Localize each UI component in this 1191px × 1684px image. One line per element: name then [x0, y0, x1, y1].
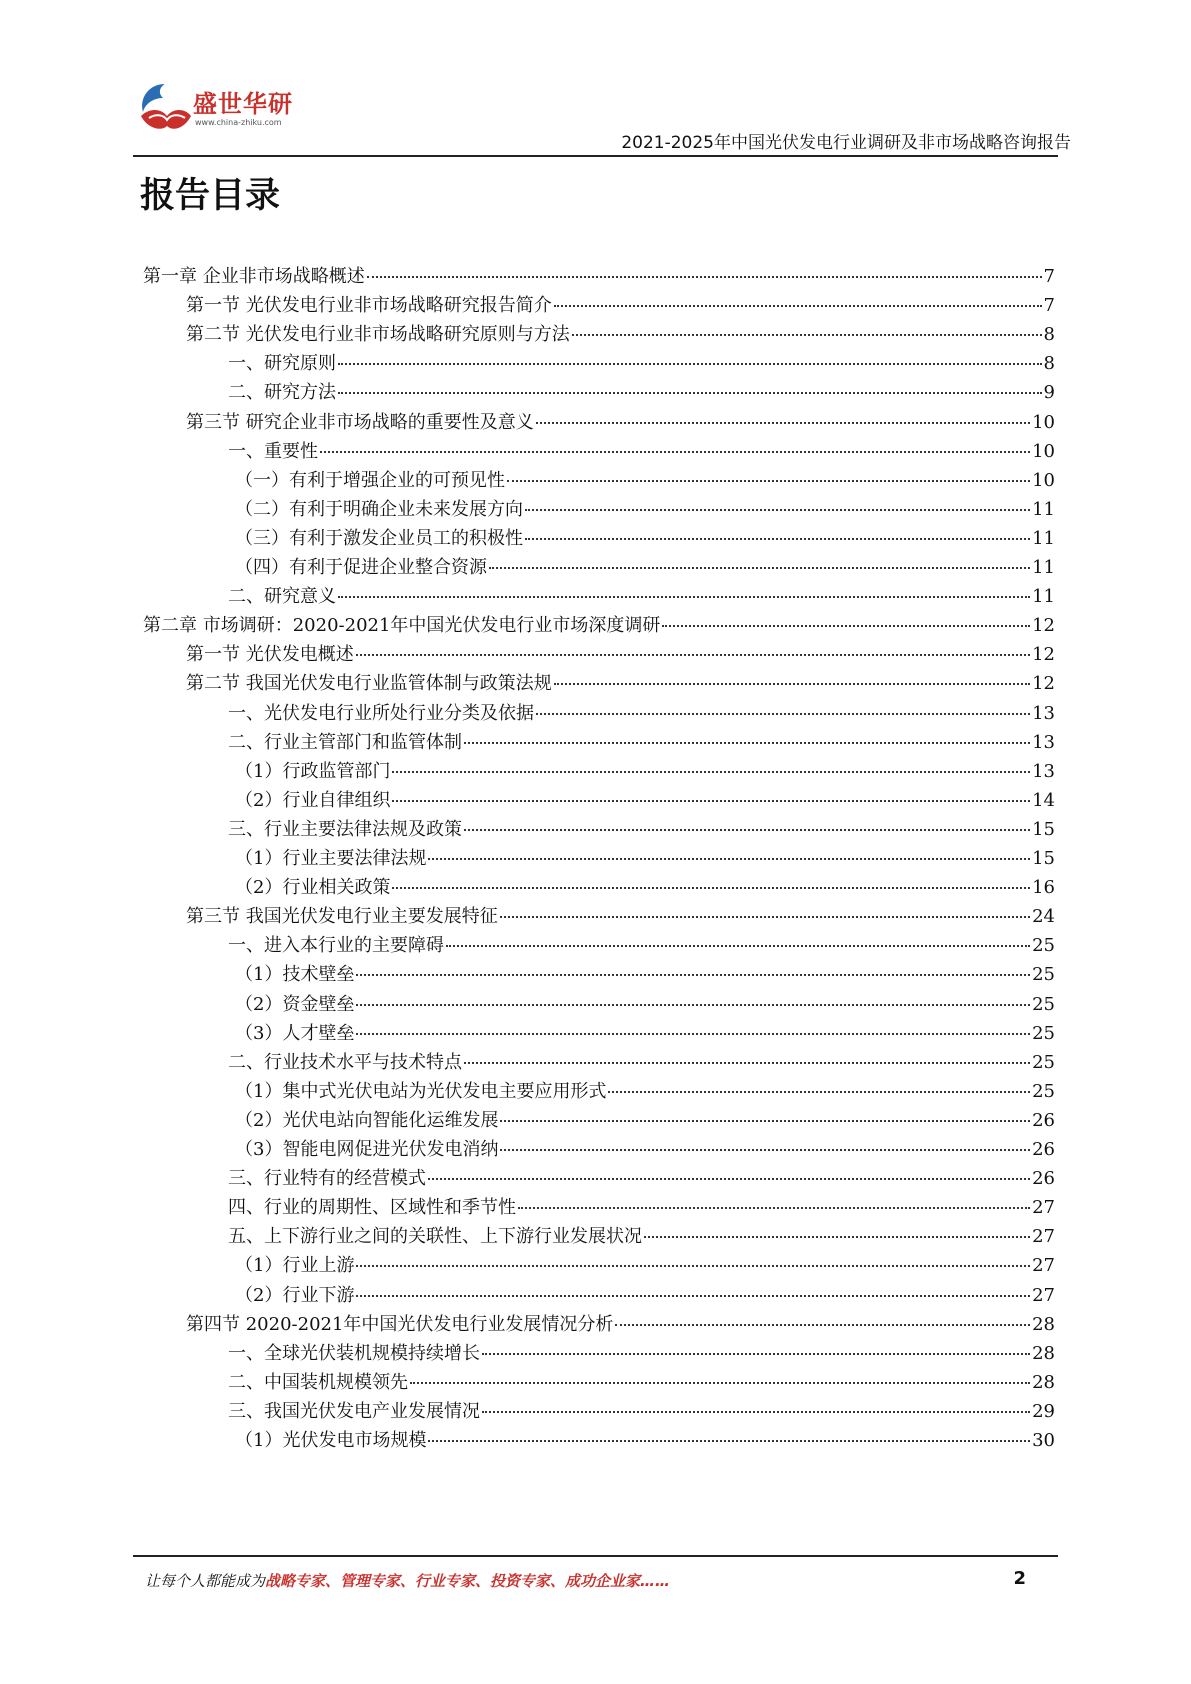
toc-entry-label: （2）光伏电站向智能化运维发展 — [235, 1109, 499, 1131]
toc-entry-page: 26 — [1032, 1109, 1055, 1131]
toc-entry[interactable] — [228, 931, 1055, 961]
toc-entry[interactable] — [228, 815, 1055, 845]
toc-leader-dots — [489, 567, 1030, 569]
toc-entry[interactable] — [228, 582, 1055, 612]
toc-entry-page: 28 — [1032, 1342, 1055, 1364]
toc-entry-page: 27 — [1032, 1197, 1055, 1219]
toc-entry[interactable] — [143, 611, 1055, 641]
toc-leader-dots — [500, 1120, 1030, 1122]
toc-entry[interactable] — [235, 1426, 1055, 1456]
toc-leader-dots — [554, 305, 1042, 307]
toc-leader-dots — [428, 858, 1030, 860]
toc-entry-label: （1）行业上游 — [235, 1255, 355, 1277]
toc-entry-label: （1）集中式光伏电站为光伏发电主要应用形式 — [235, 1080, 607, 1102]
toc-entry-label: （2）行业下游 — [235, 1284, 355, 1306]
toc-leader-dots — [338, 596, 1030, 598]
toc-entry-page: 11 — [1032, 586, 1055, 608]
footer-slogan-prefix: 让每个人都能成为 — [145, 1572, 266, 1590]
toc-leader-dots — [608, 1091, 1030, 1093]
toc-leader-dots — [536, 713, 1030, 715]
toc-entry-label: （2）行业相关政策 — [235, 877, 391, 899]
report-title: 2021-2025年中国光伏发电行业调研及非市场战略咨询报告 — [621, 133, 1071, 153]
toc-leader-dots — [482, 1353, 1030, 1355]
toc-entry[interactable] — [228, 437, 1055, 467]
toc-entry-label: 三、行业主要法律法规及政策 — [228, 818, 462, 840]
toc-entry[interactable] — [235, 1135, 1055, 1165]
toc-entry-page: 12 — [1032, 615, 1055, 637]
page-number: 2 — [1013, 1568, 1026, 1589]
toc-entry[interactable] — [235, 757, 1055, 787]
toc-entry-label: 一、全球光伏装机规模持续增长 — [228, 1342, 480, 1364]
toc-leader-dots — [392, 800, 1030, 802]
toc-entry[interactable] — [235, 553, 1055, 583]
toc-entry-label: 二、行业主管部门和监管体制 — [228, 731, 462, 753]
toc-entry[interactable] — [228, 1048, 1055, 1078]
toc-entry-label: 二、中国装机规模领先 — [228, 1371, 408, 1393]
toc-entry-page: 13 — [1032, 731, 1055, 753]
toc-entry-page: 14 — [1032, 789, 1055, 811]
toc-entry-page: 16 — [1032, 877, 1055, 899]
toc-entry-page: 10 — [1032, 411, 1055, 433]
toc-entry-label: （四）有利于促进企业整合资源 — [235, 557, 487, 578]
toc-entry[interactable] — [235, 786, 1055, 816]
toc-entry-page: 24 — [1032, 906, 1055, 928]
toc-entry[interactable] — [186, 902, 1055, 932]
toc-entry-page: 13 — [1032, 760, 1055, 782]
toc-entry-label: （3）智能电网促进光伏发电消纳 — [235, 1139, 499, 1160]
logo-emblem-icon — [135, 78, 195, 138]
toc-entry-page: 11 — [1032, 557, 1055, 578]
toc-leader-dots — [662, 625, 1030, 627]
toc-entry[interactable] — [228, 378, 1055, 408]
toc-entry-label: 第一节 光伏发电行业非市场战略研究报告简介 — [186, 295, 552, 317]
toc-entry-label: 二、研究方法 — [228, 382, 336, 404]
toc-leader-dots — [464, 742, 1030, 744]
toc-leader-dots — [500, 1149, 1030, 1151]
toc-entry[interactable] — [228, 349, 1055, 379]
toc-leader-dots — [507, 480, 1030, 482]
toc-entry-label: 四、行业的周期性、区域性和季节性 — [228, 1197, 516, 1219]
toc-leader-dots — [428, 1178, 1030, 1180]
footer-slogan-highlight: 战略专家、管理专家、行业专家、投资专家、成功企业家…… — [265, 1572, 671, 1590]
toc-entry[interactable] — [235, 960, 1055, 990]
footer-slogan — [145, 1570, 670, 1591]
toc-leader-dots — [320, 451, 1030, 453]
toc-leader-dots — [525, 538, 1030, 540]
toc-entry-page: 25 — [1032, 1022, 1055, 1044]
toc-entry-label: （1）行政监管部门 — [235, 760, 391, 782]
toc-leader-dots — [428, 1440, 1030, 1442]
toc-leader-dots — [356, 1265, 1030, 1267]
toc-entry-page: 7 — [1043, 295, 1055, 317]
toc-entry-page: 10 — [1032, 440, 1055, 462]
toc-entry[interactable] — [235, 1106, 1055, 1136]
toc-entry-page: 26 — [1032, 1168, 1055, 1190]
toc-entry-page: 29 — [1032, 1400, 1055, 1422]
toc-entry-label: （二）有利于明确企业未来发展方向 — [235, 498, 523, 520]
toc-leader-dots — [464, 1062, 1030, 1064]
toc-entry-page: 8 — [1043, 324, 1055, 346]
logo-url: www.china-zhiku.com — [195, 118, 282, 127]
toc-entry-label: 一、研究原则 — [228, 353, 336, 375]
toc-entry[interactable] — [228, 1164, 1055, 1194]
toc-entry-label: （1）技术壁垒 — [235, 964, 355, 986]
toc-entry-page: 25 — [1032, 1051, 1055, 1073]
toc-leader-dots — [410, 1382, 1030, 1384]
toc-entry[interactable] — [228, 1193, 1055, 1223]
toc-entry-label: 第二节 我国光伏发电行业监管体制与政策法规 — [186, 673, 552, 695]
toc-entry-label: 第三节 我国光伏发电行业主要发展特征 — [186, 906, 498, 928]
toc-leader-dots — [644, 1236, 1030, 1238]
toc-entry-page: 12 — [1032, 673, 1055, 695]
toc-entry-label: （2）行业自律组织 — [235, 789, 391, 811]
toc-entry[interactable] — [235, 495, 1055, 525]
toc-leader-dots — [356, 974, 1030, 976]
toc-entry[interactable] — [235, 844, 1055, 874]
toc-entry-page: 28 — [1032, 1371, 1055, 1393]
toc-entry[interactable] — [235, 1077, 1055, 1107]
toc-entry-page: 27 — [1032, 1255, 1055, 1277]
toc-leader-dots — [518, 1207, 1030, 1209]
toc-entry[interactable] — [186, 408, 1055, 438]
toc-entry-label: 一、重要性 — [228, 440, 318, 462]
toc-entry[interactable] — [228, 1339, 1055, 1369]
toc-entry[interactable] — [235, 990, 1055, 1020]
toc-entry[interactable] — [235, 466, 1055, 496]
toc-entry-page: 15 — [1032, 848, 1055, 869]
toc-entry-page: 27 — [1032, 1284, 1055, 1306]
toc-leader-dots — [356, 1004, 1030, 1006]
toc-leader-dots — [525, 509, 1030, 511]
toc-entry-page: 25 — [1032, 1080, 1055, 1102]
toc-entry-page: 11 — [1032, 527, 1055, 549]
toc-entry-label: 五、上下游行业之间的关联性、上下游行业发展状况 — [228, 1226, 642, 1248]
toc-entry-label: 三、我国光伏发电产业发展情况 — [228, 1400, 480, 1422]
toc-entry[interactable] — [228, 1368, 1055, 1398]
toc-entry[interactable] — [228, 1222, 1055, 1252]
toc-entry-label: 第二章 市场调研：2020-2021年中国光伏发电行业市场深度调研 — [143, 615, 661, 637]
toc-entry-page: 28 — [1032, 1313, 1055, 1335]
toc-entry-label: （三）有利于激发企业员工的积极性 — [235, 527, 523, 549]
toc-leader-dots — [446, 945, 1030, 947]
toc-entry-label: 第四节 2020-2021年中国光伏发电行业发展情况分析 — [186, 1313, 614, 1335]
toc-entry-page: 26 — [1032, 1139, 1055, 1160]
toc-entry[interactable] — [228, 699, 1055, 729]
toc-entry-label: （2）资金壁垒 — [235, 993, 355, 1015]
toc-entry-page: 30 — [1032, 1430, 1055, 1451]
toc-entry-page: 11 — [1032, 498, 1055, 520]
toc-entry[interactable] — [235, 1019, 1055, 1049]
toc-leader-dots — [464, 829, 1030, 831]
toc-leader-dots — [482, 1411, 1030, 1413]
toc-leader-dots — [338, 392, 1042, 394]
toc-leader-dots — [392, 771, 1030, 773]
toc-entry[interactable] — [235, 1251, 1055, 1281]
footer-divider — [133, 1555, 1058, 1557]
toc-entry-page: 12 — [1032, 644, 1055, 666]
toc-entry-page: 9 — [1043, 382, 1055, 404]
toc-leader-dots — [392, 887, 1030, 889]
toc-entry[interactable] — [228, 728, 1055, 758]
toc-entry[interactable] — [235, 524, 1055, 554]
toc-entry-label: （3）人才壁垒 — [235, 1022, 355, 1044]
toc-leader-dots — [500, 916, 1030, 918]
toc-leader-dots — [356, 1033, 1030, 1035]
toc-leader-dots — [536, 422, 1030, 424]
toc-entry-page: 8 — [1043, 353, 1055, 375]
toc-entry-label: 三、行业特有的经营模式 — [228, 1168, 426, 1190]
toc-entry-label: 第一章 企业非市场战略概述 — [143, 266, 365, 287]
toc-entry-page: 10 — [1032, 469, 1055, 491]
page-header — [0, 0, 1191, 160]
toc-entry[interactable] — [186, 320, 1055, 350]
toc-leader-dots — [615, 1324, 1030, 1326]
toc-entry-page: 15 — [1032, 818, 1055, 840]
toc-leader-dots — [356, 1295, 1030, 1297]
toc-entry[interactable] — [228, 1397, 1055, 1427]
company-logo — [135, 78, 335, 148]
logo-text: 盛世华研 — [193, 90, 293, 118]
toc-leader-dots — [356, 654, 1030, 656]
toc-entry-page: 25 — [1032, 935, 1055, 957]
toc-leader-dots — [554, 683, 1030, 685]
toc-leader-dots — [367, 276, 1042, 278]
toc-leader-dots — [572, 334, 1042, 336]
toc-entry-label: 二、研究意义 — [228, 586, 336, 608]
toc-entry[interactable] — [143, 262, 1055, 292]
toc-entry-page: 13 — [1032, 702, 1055, 724]
page-title: 报告目录 — [140, 176, 281, 216]
toc-entry[interactable] — [186, 669, 1055, 699]
toc-entry-page: 27 — [1032, 1226, 1055, 1248]
toc-entry[interactable] — [186, 291, 1055, 321]
toc-entry-label: 第三节 研究企业非市场战略的重要性及意义 — [186, 411, 534, 433]
toc-entry-label: 第一节 光伏发电概述 — [186, 644, 354, 666]
toc-entry-label: （1）行业主要法律法规 — [235, 848, 427, 869]
toc-entry[interactable] — [235, 1281, 1055, 1311]
toc-entry[interactable] — [186, 1310, 1055, 1340]
toc-entry-label: 第二节 光伏发电行业非市场战略研究原则与方法 — [186, 324, 570, 346]
toc-leader-dots — [338, 363, 1042, 365]
toc-entry-label: 一、进入本行业的主要障碍 — [228, 935, 444, 957]
toc-entry-label: 一、光伏发电行业所处行业分类及依据 — [228, 702, 534, 724]
toc-entry-label: （一）有利于增强企业的可预见性 — [235, 469, 505, 491]
toc-entry-page: 25 — [1032, 993, 1055, 1015]
toc-entry[interactable] — [186, 640, 1055, 670]
toc-entry-page: 25 — [1032, 964, 1055, 986]
toc-entry[interactable] — [235, 873, 1055, 903]
header-divider — [133, 155, 1058, 157]
toc-entry-label: 二、行业技术水平与技术特点 — [228, 1051, 462, 1073]
toc-entry-label: （1）光伏发电市场规模 — [235, 1430, 427, 1451]
toc-entry-page: 7 — [1043, 266, 1055, 287]
